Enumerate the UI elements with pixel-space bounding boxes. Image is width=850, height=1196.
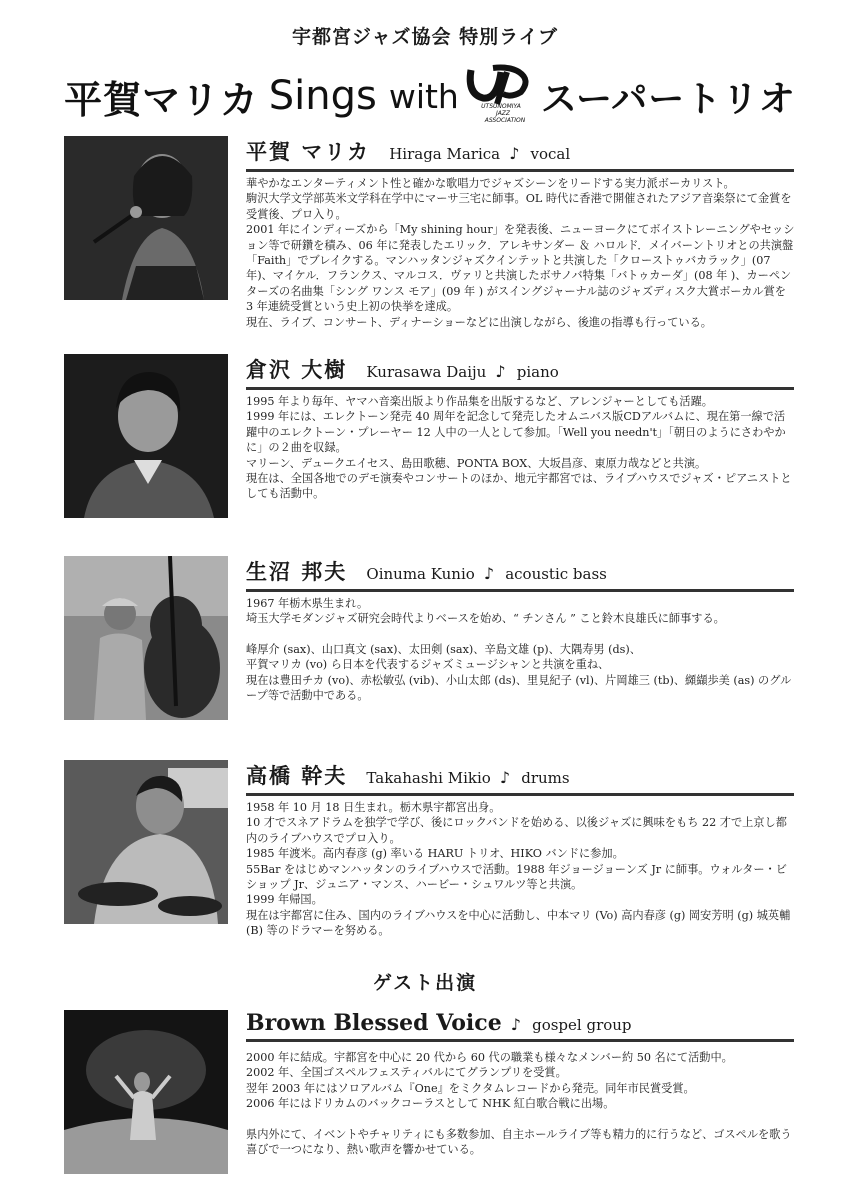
guest-name: Brown Blessed Voice [246,1010,502,1036]
uja-logo [463,64,537,128]
bio-paragraph: 55Bar をはじめマンハッタンのライブハウスで活動。1988 年ジョージョーンズ Jr に師事。ウォルター・ビショップ Jr、ジュニア・マンス、ハービー・シュワルツ等と共演。 [246,862,787,892]
bio-paragraph: 10 才でスネアドラムを独学で学び、後にロックバンドを始める、以後ジャズに興味をもち 22 才で上京し都内のライブハウスでプロ入り。 [246,816,787,845]
performer-heading [246,136,794,172]
bio-paragraph: 1958 年 10 月 18 日生まれ。栃木県宇都宮出身。 [246,801,501,814]
bio-paragraph: 現在は、全国各地でのデモ演奏やコンサートのほか、地元宇都宮では、ライブハウスでジャズ・ピアニストとしても活動中。 [246,472,792,501]
performer-bio [246,394,796,502]
guest-bio [246,1050,796,1157]
music-note-icon: ♪ [483,564,495,583]
bio-paragraph: マリーン、デュークエイセス、島田歌穂、PONTA BOX、大坂昌彦、東原力哉などと共演。 [246,456,707,470]
performer-bio [246,596,796,703]
bio-paragraph: 1995 年より毎年、ヤマハ音楽出版より作品集を出版するなど、アレンジャーとしても活躍。 [246,395,713,408]
guest-role: gospel group [532,1016,632,1034]
bio-paragraph: 現在、ライブ、コンサート、ディナーショーなどに出演しながら、後進の指導も行っている。 [246,315,712,329]
bio-paragraph: 翌年 2003 年にはソロアルバム『One』をミクタムレコードから発売。同年市民賞受賞。 [246,1081,695,1095]
bio-spacer [246,1112,796,1127]
header-title [30,60,830,132]
performer-name-en: Hiraga Marica [389,145,501,163]
title-trio: スーパートリオ [540,78,796,120]
bio-paragraph: 1999 年には、エレクトーン発売 40 周年を記念して発売したオムニバス版CDアルバムに、現在第一線で活躍中のエレクトーン・プレーヤー 12 人中の一人として参加。「Well you needn't」「朝日のようにさわやかに」の２曲を収録。 [246,410,786,455]
logo-text: UTSUNOMIYA [480,103,521,110]
performer-photo [64,556,228,720]
bio-paragraph: 平賀マリカ (vo) ら日本を代表するジャズミュージシャンと共演を重ね、 [246,658,610,672]
performer-name-jp: 生沼 邦夫 [246,560,348,584]
bio-paragraph: 現在は宇都宮に住み、国内のライブハウスを中心に活動し、中本マリ (Vo) 高内春彦 (g) 岡安芳明 (g) 城英輔 (B) 等のドラマーを努める。 [246,908,791,938]
music-note-icon: ♪ [510,1015,521,1034]
bio-paragraph: 2000 年に結成。宇都宮を中心に 20 代から 60 代の職業も様々なメンバー約 50 名にて活動中。 [246,1051,733,1064]
bio-paragraph: 現在は豊田チカ (vo)、赤松敏弘 (vib)、小山太郎 (ds)、里見紀子 (vl)、片岡雄三 (tb)、纐纈歩美 (as) のグループ等で活動中である。 [246,673,792,703]
logo-text: ASSOCIATION [484,117,526,124]
bio-spacer [246,627,796,642]
guest-section-title: ゲスト出演 [372,972,478,994]
performer-name-jp: 高橋 幹夫 [246,764,348,788]
performer-name-en: Takahashi Mikio [366,769,491,787]
bio-paragraph: 2001 年にインディーズから「My shining hour」を発表後、ニューヨークにてボイストレーニングやセッション等で研鑽を積み、06 年に発表したエリック．アレキサンダー ＆ ハロルド．メイバーントリオとの共演盤「Faith」でブレイクする。マンハッタンジャズクインテットと共演した「クローストゥバカラック」(07年)、マイケル．フランクス、マルコス．ヴァリと共演したボサノバ特集「バトゥカーダ」(08 年 )、カーペンターズの名曲集「シング ワンス モア」(09 年 ) がスイングジャーナル誌のジャズディスク大賞ボーカル賞を 3 年連続受賞という史上初の快挙を達成。 [246,223,795,314]
bio-paragraph: 2002 年、全国ゴスペルフェスティバルにてグランプリを受賞。 [246,1066,567,1080]
bio-paragraph: 1967 年栃木県生まれ。 [246,597,369,610]
performer-heading [246,354,794,390]
title-with: with [388,76,459,116]
performer-role: drums [521,769,570,787]
performer-name-en: Kurasawa Daiju [366,363,487,381]
performer-photo [64,136,228,300]
bio-paragraph: 埼玉大学モダンジャズ研究会時代よりベースを始め、“ チンさん ” こと鈴木良雄氏に師事する。 [246,612,725,626]
performer-name-jp: 平賀 マリカ [246,140,371,164]
performer-photo [64,760,228,924]
title-name: 平賀マリカ [64,77,259,122]
performer-role: acoustic bass [505,565,607,583]
performer-heading [246,556,794,592]
bio-paragraph: 県内外にて、イベントやチャリティにも多数参加、自主ホールライブ等も精力的に行うなど、ゴスペルを歌う喜びで一つになり、熱い歌声を響かせている。 [246,1127,792,1157]
performer-name-jp: 倉沢 大樹 [246,358,348,382]
performer-name-en: Oinuma Kunio [366,565,475,583]
performer-bio [246,800,796,939]
guest-heading [246,1010,794,1042]
logo-text: JAZZ [495,110,510,117]
performer-bio [246,176,796,330]
bio-paragraph: 2006 年にはドリカムのバックコーラスとして NHK 紅白歌合戦に出場。 [246,1097,615,1111]
music-note-icon: ♪ [509,144,520,163]
performer-heading [246,760,794,796]
header-subtitle: 宇都宮ジャズ協会 特別ライブ [291,26,559,48]
performer-photo [64,354,228,518]
title-sings: Sings [268,73,377,119]
performer-role: piano [516,363,559,381]
bio-paragraph: 1985 年渡米。高内春彦 (g) 率いる HARU トリオ、HIKO バンドに参加。 [246,847,624,861]
bio-paragraph: 峰厚介 (sax)、山口真文 (sax)、太田剣 (sax)、辛島文雄 (p)、大隅寿男 (ds)、 [246,642,641,656]
bio-paragraph: 華やかなエンターティメント性と確かな歌唱力でジャズシーンをリードする実力派ボーカリスト。 [246,177,735,190]
music-note-icon: ♪ [495,362,506,381]
bio-paragraph: 駒沢大学文学部英米文学科在学中にマーサ三宅に師事。OL 時代に香港で開催されたアジア音楽祭にて金賞を受賞後、プロ入り。 [246,192,792,221]
music-note-icon: ♪ [499,768,511,787]
guest-photo [64,1010,228,1174]
performer-role: vocal [530,145,571,163]
bio-paragraph: 1999 年帰国。 [246,893,323,907]
